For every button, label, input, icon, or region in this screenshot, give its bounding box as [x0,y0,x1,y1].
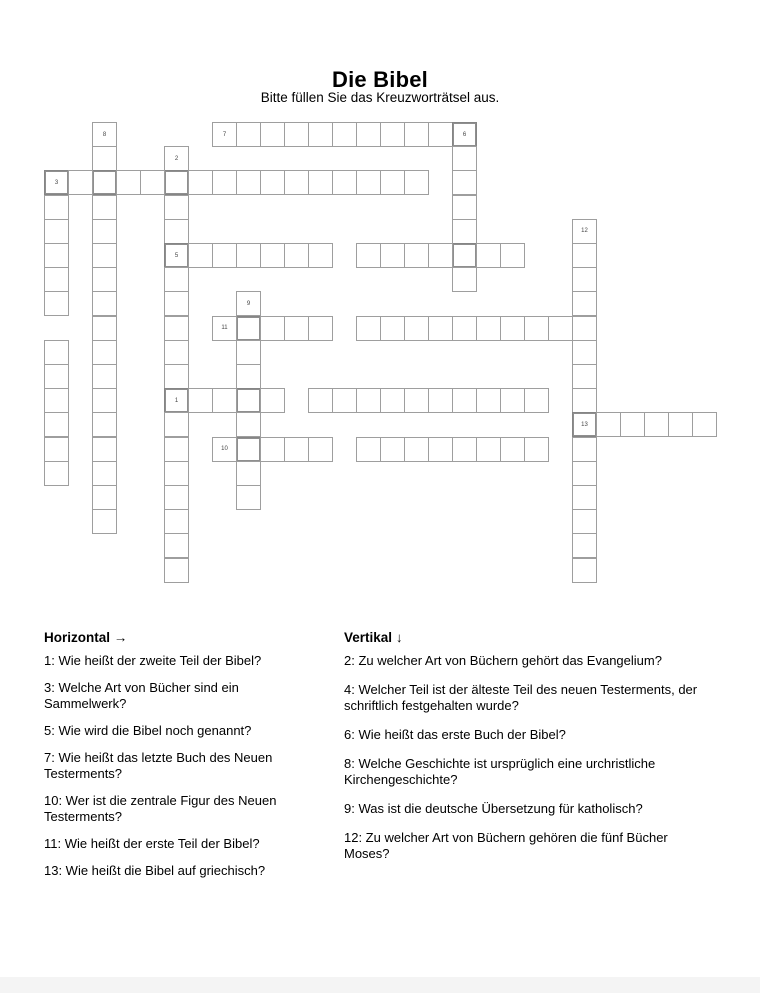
clue-number: 7 [222,131,227,138]
crossword-cell[interactable] [236,364,261,389]
clue-section [44,630,724,890]
crossword-cell[interactable] [188,243,213,268]
clue-item: 2: Zu welcher Art von Büchern gehört das Evangelium? [344,653,662,668]
crossword-cell[interactable] [92,316,117,341]
crossword-cell[interactable] [236,437,261,462]
crossword-cell[interactable] [44,461,69,486]
crossword-cell[interactable] [92,291,117,316]
crossword-cell[interactable] [644,412,669,437]
crossword-cell[interactable] [236,485,261,510]
instruction-text: Bitte füllen Sie das Kreuzworträtsel aus. [260,90,500,105]
crossword-cell[interactable] [572,219,597,244]
crossword-cell[interactable] [236,316,261,341]
crossword-cell[interactable] [92,364,117,389]
crossword-cell[interactable] [596,412,621,437]
across-clues-column [44,630,304,890]
crossword-cell[interactable] [380,170,405,195]
crossword-cell[interactable] [572,291,597,316]
crossword-cell[interactable] [308,243,333,268]
crossword-cell[interactable] [92,461,117,486]
crossword-cell[interactable] [44,437,69,462]
clue-number: 12 [581,228,588,235]
crossword-cell[interactable] [260,316,285,341]
clue-number: 3 [54,179,59,186]
crossword-cell[interactable] [92,267,117,292]
crossword-cell[interactable] [92,412,117,437]
crossword-cell[interactable] [284,243,309,268]
crossword-cell[interactable] [452,437,477,462]
crossword-cell[interactable] [212,316,237,341]
crossword-cell[interactable] [572,437,597,462]
crossword-cell[interactable] [44,291,69,316]
clue-item: 8: Welche Geschichte ist ursprüglich eine urchristliche Kirchengeschichte? [344,756,656,787]
crossword-cell[interactable] [572,388,597,413]
crossword-cell[interactable] [92,219,117,244]
crossword-cell[interactable] [380,122,405,147]
crossword-cell[interactable] [164,461,189,486]
across-heading [44,630,304,646]
crossword-cell[interactable] [164,291,189,316]
crossword-cell[interactable] [284,316,309,341]
clue-item: 7: Wie heißt das letzte Buch des Neuen Testerments? [44,750,273,781]
crossword-cell[interactable] [572,316,597,341]
crossword-cell[interactable] [476,316,501,341]
crossword-cell[interactable] [572,340,597,365]
crossword-cell[interactable] [92,485,117,510]
crossword-cell[interactable] [668,412,693,437]
clue-number: 8 [102,131,107,138]
crossword-cell[interactable] [260,243,285,268]
crossword-cell[interactable] [92,170,117,195]
crossword-cell[interactable] [428,243,453,268]
crossword-cell[interactable] [620,412,645,437]
crossword-cell[interactable] [380,437,405,462]
crossword-cell[interactable] [692,412,717,437]
crossword-cell[interactable] [92,340,117,365]
crossword-cell[interactable] [164,243,189,268]
crossword-cell[interactable] [428,437,453,462]
crossword-cell[interactable] [212,122,237,147]
crossword-cell[interactable] [308,170,333,195]
crossword-cell[interactable] [428,122,453,147]
crossword-cell[interactable] [164,388,189,413]
crossword-cell[interactable] [452,267,477,292]
crossword-cell[interactable] [452,388,477,413]
crossword-cell[interactable] [236,243,261,268]
crossword-cell[interactable] [380,316,405,341]
crossword-cell[interactable] [572,485,597,510]
crossword-cell[interactable] [164,219,189,244]
crossword-cell[interactable] [44,219,69,244]
crossword-cell[interactable] [92,388,117,413]
crossword-cell[interactable] [380,243,405,268]
crossword-cell[interactable] [92,437,117,462]
crossword-cell[interactable] [476,437,501,462]
crossword-cell[interactable] [92,122,117,147]
crossword-cell[interactable] [524,388,549,413]
crossword-cell[interactable] [308,316,333,341]
crossword-cell[interactable] [356,316,381,341]
crossword-cell[interactable] [164,485,189,510]
crossword-cell[interactable] [452,243,477,268]
crossword-cell[interactable] [476,388,501,413]
crossword-cell[interactable] [164,340,189,365]
crossword-cell[interactable] [164,364,189,389]
crossword-cell[interactable] [452,146,477,171]
crossword-cell[interactable] [356,437,381,462]
crossword-cell[interactable] [308,437,333,462]
crossword-cell[interactable] [524,316,549,341]
crossword-cell[interactable] [212,243,237,268]
crossword-cell[interactable] [524,437,549,462]
clue-item: 12: Zu welcher Art von Büchern gehören die fünf Bücher Moses? [344,830,668,861]
crossword-cell[interactable] [428,316,453,341]
crossword-cell[interactable] [404,170,429,195]
crossword-cell[interactable] [164,146,189,171]
crossword-cell[interactable] [476,243,501,268]
crossword-cell[interactable] [260,388,285,413]
crossword-cell[interactable] [572,364,597,389]
crossword-cell[interactable] [356,243,381,268]
crossword-cell[interactable] [404,243,429,268]
clue-item: 10: Wer ist die zentrale Figur des Neuen Testerments? [44,793,277,824]
clue-number: 9 [246,300,251,307]
page-title: Die Bibel [332,66,428,92]
crossword-cell[interactable] [308,122,333,147]
crossword-cell[interactable] [44,243,69,268]
crossword-cell[interactable] [236,340,261,365]
crossword-cell[interactable] [404,437,429,462]
crossword-cell[interactable] [236,122,261,147]
arrow-right-icon: → [113,630,128,645]
footer-bar [0,977,760,993]
crossword-cell[interactable] [548,316,573,341]
clue-item: 3: Welche Art von Bücher sind ein Sammelwerk? [44,680,239,711]
crossword-cell[interactable] [116,170,141,195]
crossword-cell[interactable] [572,509,597,534]
crossword-cell[interactable] [572,267,597,292]
crossword-cell[interactable] [356,388,381,413]
clue-item: 4: Welcher Teil ist der älteste Teil des neuen Testerments, der schriftlich festgehalten wurde? [344,682,698,713]
crossword-cell[interactable] [92,509,117,534]
down-heading [344,630,700,646]
crossword-cell[interactable] [404,316,429,341]
crossword-cell[interactable] [500,437,525,462]
clue-number: 6 [462,131,467,138]
clue-number: 5 [174,252,179,259]
crossword-cell[interactable] [236,461,261,486]
crossword-cell[interactable] [356,122,381,147]
crossword-cell[interactable] [164,195,189,220]
crossword-cell[interactable] [452,316,477,341]
crossword-cell[interactable] [284,170,309,195]
crossword-cell[interactable] [68,170,93,195]
clue-item: 1: Wie heißt der zweite Teil der Bibel? [44,653,262,668]
crossword-cell[interactable] [404,388,429,413]
crossword-cell[interactable] [164,558,189,583]
crossword-cell[interactable] [44,412,69,437]
crossword-cell[interactable] [44,388,69,413]
crossword-cell[interactable] [572,558,597,583]
crossword-cell[interactable] [164,412,189,437]
crossword-cell[interactable] [44,170,69,195]
crossword-cell[interactable] [164,533,189,558]
crossword-cell[interactable] [164,170,189,195]
crossword-cell[interactable] [356,170,381,195]
crossword-cell[interactable] [308,388,333,413]
crossword-cell[interactable] [500,243,525,268]
crossword-cell[interactable] [380,388,405,413]
crossword-cell[interactable] [572,243,597,268]
down-heading-label: Vertikal [344,630,393,645]
clue-item: 13: Wie heißt die Bibel auf griechisch? [44,863,266,878]
crossword-cell[interactable] [212,437,237,462]
crossword-cell[interactable] [332,170,357,195]
clue-number: 1 [174,397,179,404]
clue-item: 9: Was ist die deutsche Übersetzung für katholisch? [344,801,643,816]
crossword-cell[interactable] [452,122,477,147]
arrow-down-icon: ↓ [395,630,403,645]
crossword-cell[interactable] [188,170,213,195]
crossword-cell[interactable] [260,122,285,147]
clue-item: 5: Wie wird die Bibel noch genannt? [44,723,252,738]
crossword-cell[interactable] [236,388,261,413]
crossword-cell[interactable] [212,388,237,413]
clue-number: 10 [221,446,228,453]
crossword-cell[interactable] [572,461,597,486]
crossword-cell[interactable] [44,267,69,292]
crossword-cell[interactable] [500,388,525,413]
crossword-cell[interactable] [404,122,429,147]
crossword-cell[interactable] [260,437,285,462]
crossword-cell[interactable] [164,316,189,341]
crossword-cell[interactable] [236,291,261,316]
clue-item: 11: Wie heißt der erste Teil der Bibel? [44,836,260,851]
crossword-cell[interactable] [44,364,69,389]
crossword-cell[interactable] [164,437,189,462]
crossword-cell[interactable] [452,219,477,244]
crossword-cell[interactable] [284,437,309,462]
crossword-cell[interactable] [572,533,597,558]
crossword-cell[interactable] [452,195,477,220]
crossword-cell[interactable] [332,122,357,147]
crossword-cell[interactable] [188,388,213,413]
crossword-cell[interactable] [428,388,453,413]
crossword-cell[interactable] [164,509,189,534]
crossword-cell[interactable] [44,340,69,365]
crossword-cell[interactable] [212,170,237,195]
crossword-cell[interactable] [164,267,189,292]
crossword-cell[interactable] [92,146,117,171]
crossword-cell[interactable] [260,170,285,195]
clue-item: 6: Wie heißt das erste Buch der Bibel? [344,727,566,742]
crossword-cell[interactable] [236,412,261,437]
crossword-cell[interactable] [572,412,597,437]
clue-number: 11 [221,325,228,332]
crossword-cell[interactable] [92,243,117,268]
crossword-cell[interactable] [452,170,477,195]
crossword-cell[interactable] [332,388,357,413]
crossword-cell[interactable] [140,170,165,195]
crossword-cell[interactable] [500,316,525,341]
crossword-cell[interactable] [284,122,309,147]
crossword-cell[interactable] [44,195,69,220]
crossword-cell[interactable] [92,195,117,220]
crossword-cell[interactable] [236,170,261,195]
across-heading-label: Horizontal [44,630,110,645]
clue-number: 13 [581,421,588,428]
clue-number: 2 [174,155,179,162]
down-clues-column [344,630,700,890]
